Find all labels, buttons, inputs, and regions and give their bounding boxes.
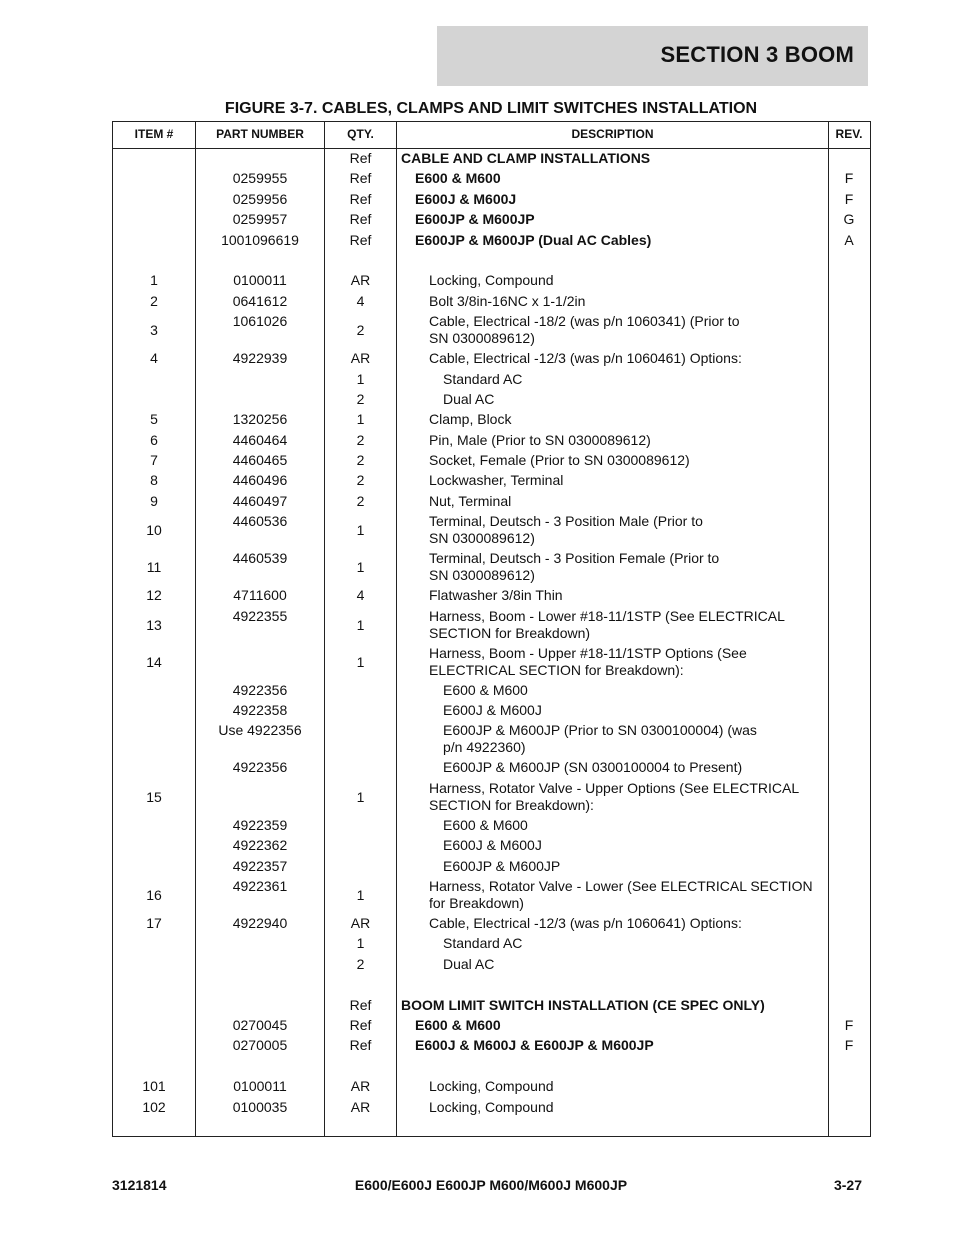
table-row (113, 644, 870, 681)
description-line: E600 & M600 (443, 681, 528, 698)
table-row (113, 857, 870, 877)
description-line: E600JP & M600JP (443, 857, 561, 874)
description (397, 935, 873, 952)
description (397, 780, 859, 814)
table-row (113, 934, 870, 954)
table-row (113, 586, 870, 606)
quantity: AR (350, 914, 371, 931)
description (397, 1037, 845, 1054)
quantity: 2 (356, 431, 365, 448)
parts-table (112, 121, 871, 1137)
item-number: 102 (142, 1098, 166, 1115)
description-line: Harness, Boom - Upper #18-11/1STP Options (See (429, 644, 747, 661)
part-number: Use 4922356 (218, 722, 302, 739)
table-row (113, 471, 870, 491)
table-row (113, 877, 870, 914)
description-line: SN 0300089612) (429, 567, 535, 584)
table-row (113, 390, 870, 410)
item-number: 10 (146, 522, 162, 539)
description-line: Harness, Rotator Valve - Lower (See ELECTRICAL SECTION (429, 877, 813, 894)
quantity: 1 (356, 559, 365, 576)
description-line: Locking, Compound (429, 272, 554, 289)
part-number: 4460497 (232, 492, 288, 509)
header-rev: REV. (835, 127, 863, 141)
description-line: E600J & M600J (443, 702, 542, 719)
part-number: 4922358 (232, 702, 288, 719)
item-number: 16 (146, 886, 162, 903)
description (397, 150, 831, 167)
description (397, 915, 859, 932)
description-line: Dual AC (443, 955, 495, 972)
figure-title: FIGURE 3-7. CABLES, CLAMPS AND LIMIT SWITCHES INSTALLATION (224, 100, 758, 117)
description (397, 837, 873, 854)
section-header-box (437, 26, 868, 86)
description-line: E600J & M600J (415, 190, 517, 207)
description (397, 997, 831, 1014)
part-number: 0259957 (232, 211, 288, 228)
spacer-row (113, 975, 870, 995)
description (397, 956, 873, 973)
description-line: ELECTRICAL SECTION for Breakdown): (429, 661, 684, 678)
description-line: Standard AC (443, 370, 523, 387)
table-row (113, 816, 870, 836)
part-number: 4922940 (232, 914, 288, 931)
table-row (113, 1077, 870, 1097)
description (397, 550, 859, 584)
quantity: 4 (356, 292, 365, 309)
table-row (113, 836, 870, 856)
description-line: Harness, Rotator Valve - Upper Options (See ELECTRICAL (429, 779, 800, 796)
description (397, 587, 859, 604)
part-number: 4460464 (232, 431, 288, 448)
description-line: SECTION for Breakdown) (429, 624, 591, 641)
quantity: 2 (356, 452, 365, 469)
header-qty: QTY. (347, 127, 374, 141)
table-row (113, 492, 870, 512)
table-row (113, 721, 870, 758)
description (397, 232, 845, 249)
footer-page-number: 3-27 (833, 1177, 862, 1193)
description-line: Cable, Electrical -12/3 (was p/n 1060461) Options: (429, 350, 742, 367)
description (397, 191, 845, 208)
table-row (113, 607, 870, 644)
item-number: 3 (150, 322, 158, 339)
description (397, 313, 859, 347)
item-number: 14 (146, 653, 162, 670)
quantity: 1 (356, 886, 365, 903)
part-number: 0100035 (232, 1098, 288, 1115)
table-row (113, 681, 870, 701)
description (397, 858, 873, 875)
description (397, 645, 859, 679)
revision: F (844, 190, 854, 207)
description-line: E600J & M600J (443, 837, 542, 854)
item-number: 17 (146, 914, 162, 931)
table-row (113, 549, 870, 586)
table-row (113, 701, 870, 721)
description-line: E600 & M600 (415, 170, 501, 187)
quantity: Ref (349, 996, 372, 1013)
table-row (113, 758, 870, 778)
item-number: 1 (150, 272, 158, 289)
revision: F (844, 1016, 854, 1033)
table-row (113, 210, 870, 230)
part-number: 4922939 (232, 350, 288, 367)
description (397, 293, 859, 310)
description (397, 682, 873, 699)
part-number: 4922359 (232, 816, 288, 833)
description-line: Locking, Compound (429, 1078, 554, 1095)
table-row (113, 231, 870, 251)
description-line: E600 & M600 (443, 816, 528, 833)
description (397, 493, 859, 510)
description-line: Nut, Terminal (429, 492, 512, 509)
description-line: Socket, Female (Prior to SN 0300089612) (429, 452, 690, 469)
part-number: 0270005 (232, 1037, 288, 1054)
quantity: Ref (349, 231, 372, 248)
description (397, 1017, 845, 1034)
part-number: 0100011 (233, 272, 287, 289)
footer-document-number: 3121814 (112, 1177, 167, 1193)
spacer-row (113, 251, 870, 271)
item-number: 7 (150, 452, 158, 469)
description (397, 472, 859, 489)
quantity: 2 (356, 390, 365, 407)
quantity: Ref (349, 150, 372, 166)
quantity: 2 (356, 322, 365, 339)
table-row (113, 914, 870, 934)
part-number: 1320256 (232, 411, 288, 428)
part-number: 0259956 (232, 190, 288, 207)
description-line: Pin, Male (Prior to SN 0300089612) (429, 431, 651, 448)
description-line: Bolt 3/8in-16NC x 1-1/2in (429, 292, 586, 309)
part-number: 4460536 (232, 513, 288, 530)
description-line: E600JP & M600JP (SN 0300100004 to Present) (443, 759, 743, 776)
quantity: Ref (349, 170, 372, 187)
table-row (113, 149, 870, 169)
table-row (113, 512, 870, 549)
part-number: 1061026 (232, 313, 288, 330)
description-line: for Breakdown) (429, 894, 524, 911)
part-number: 0259955 (232, 170, 288, 187)
description (397, 411, 859, 428)
quantity: AR (350, 350, 371, 367)
item-number: 12 (146, 587, 162, 604)
table-row (113, 349, 870, 369)
description-line: Dual AC (443, 390, 495, 407)
description (397, 878, 859, 912)
table-row (113, 190, 870, 210)
description-line: E600 & M600 (415, 1016, 501, 1033)
description (397, 513, 859, 547)
part-number: 4922361 (232, 877, 288, 894)
part-number: 1001096619 (221, 231, 299, 248)
quantity: Ref (349, 1037, 372, 1054)
quantity: 1 (356, 935, 365, 952)
item-number: 9 (150, 492, 158, 509)
quantity: 2 (356, 955, 365, 972)
description (397, 432, 859, 449)
description-line: Cable, Electrical -18/2 (was p/n 1060341) (Prior to (429, 313, 740, 330)
description (397, 452, 859, 469)
description (397, 702, 873, 719)
header-part-number: PART NUMBER (216, 127, 304, 141)
revision: A (844, 231, 854, 248)
revision: G (843, 211, 855, 228)
quantity: Ref (349, 190, 372, 207)
quantity: 2 (356, 492, 365, 509)
description-line: p/n 4922360) (443, 739, 526, 756)
description (397, 391, 873, 408)
item-number: 8 (150, 472, 158, 489)
quantity: 1 (356, 411, 365, 428)
part-number: 4460465 (232, 452, 288, 469)
table-row (113, 370, 870, 390)
table-row (113, 431, 870, 451)
table-row (113, 996, 870, 1016)
item-number: 4 (150, 350, 158, 367)
table-row (113, 955, 870, 975)
table-row (113, 1036, 870, 1056)
description-line: E600JP & M600JP (Prior to SN 0300100004) (was (443, 722, 757, 739)
item-number: 2 (150, 292, 158, 309)
table-row (113, 451, 870, 471)
part-number: 4711600 (233, 587, 287, 604)
table-row (113, 779, 870, 816)
quantity: 2 (356, 472, 365, 489)
description (397, 722, 873, 756)
footer-models: E600/E600J E600JP M600/M600J M600JP (354, 1177, 628, 1193)
description-line: Cable, Electrical -12/3 (was p/n 1060641) Options: (429, 914, 742, 931)
part-number: 4922362 (232, 837, 288, 854)
description-line: SN 0300089612) (429, 530, 535, 547)
part-number: 4922356 (232, 759, 288, 776)
description-line: Standard AC (443, 935, 523, 952)
description (397, 1078, 859, 1095)
quantity: Ref (349, 211, 372, 228)
part-number: 4460496 (232, 472, 288, 489)
section-title: SECTION 3 BOOM (660, 42, 854, 67)
part-number: 4460539 (232, 550, 288, 567)
description-line: Harness, Boom - Lower #18-11/1STP (See ELECTRICAL (429, 607, 785, 624)
quantity: AR (350, 1098, 371, 1115)
description-line: E600JP & M600JP (415, 211, 535, 228)
revision: F (844, 170, 854, 187)
part-number: 4922355 (232, 607, 288, 624)
item-number: 13 (146, 616, 162, 633)
description (397, 371, 873, 388)
quantity: AR (350, 1078, 371, 1095)
revision: F (844, 1037, 854, 1054)
part-number: 4922356 (232, 681, 288, 698)
header-description: DESCRIPTION (571, 127, 654, 141)
description (397, 817, 873, 834)
quantity: Ref (349, 1016, 372, 1033)
description (397, 350, 859, 367)
description (397, 1099, 859, 1116)
description-line: Terminal, Deutsch - 3 Position Male (Prior to (429, 513, 703, 530)
table-row (113, 292, 870, 312)
item-number: 101 (142, 1078, 166, 1095)
description-line: E600JP & M600JP (Dual AC Cables) (415, 231, 652, 248)
quantity: 1 (356, 616, 365, 633)
table-row (113, 169, 870, 189)
description-line: Locking, Compound (429, 1098, 554, 1115)
description (397, 211, 845, 228)
table-row (113, 312, 870, 349)
description (397, 608, 859, 642)
table-row (113, 1098, 870, 1118)
table-body (113, 149, 870, 1136)
quantity: 1 (356, 653, 365, 670)
part-number: 0100011 (233, 1078, 287, 1095)
item-number: 11 (146, 559, 162, 576)
description-line: Lockwasher, Terminal (429, 472, 564, 489)
description (397, 170, 845, 187)
description-line: Flatwasher 3/8in Thin (429, 587, 563, 604)
description-line: SN 0300089612) (429, 330, 535, 347)
part-number: 4922357 (232, 857, 288, 874)
description-line: Terminal, Deutsch - 3 Position Female (Prior to (429, 550, 720, 567)
description-line: Clamp, Block (429, 411, 512, 428)
item-number: 15 (146, 788, 162, 805)
table-row (113, 410, 870, 430)
quantity: AR (350, 272, 371, 289)
description-line: CABLE AND CLAMP INSTALLATIONS (401, 150, 651, 166)
quantity: 1 (356, 788, 365, 805)
table-row (113, 271, 870, 291)
header-item: ITEM # (134, 127, 174, 141)
quantity: 1 (356, 370, 365, 387)
part-number: 0641612 (232, 292, 288, 309)
item-number: 6 (150, 431, 158, 448)
quantity: 1 (356, 522, 365, 539)
item-number: 5 (150, 411, 158, 428)
part-number: 0270045 (232, 1016, 288, 1033)
description (397, 272, 859, 289)
description (397, 759, 873, 776)
spacer-row (113, 1057, 870, 1077)
description-line: SECTION for Breakdown): (429, 796, 594, 813)
table-row (113, 1016, 870, 1036)
quantity: 4 (356, 587, 365, 604)
description-line: BOOM LIMIT SWITCH INSTALLATION (CE SPEC ONLY) (401, 996, 765, 1013)
description-line: E600J & M600J & E600JP & M600JP (415, 1037, 654, 1054)
